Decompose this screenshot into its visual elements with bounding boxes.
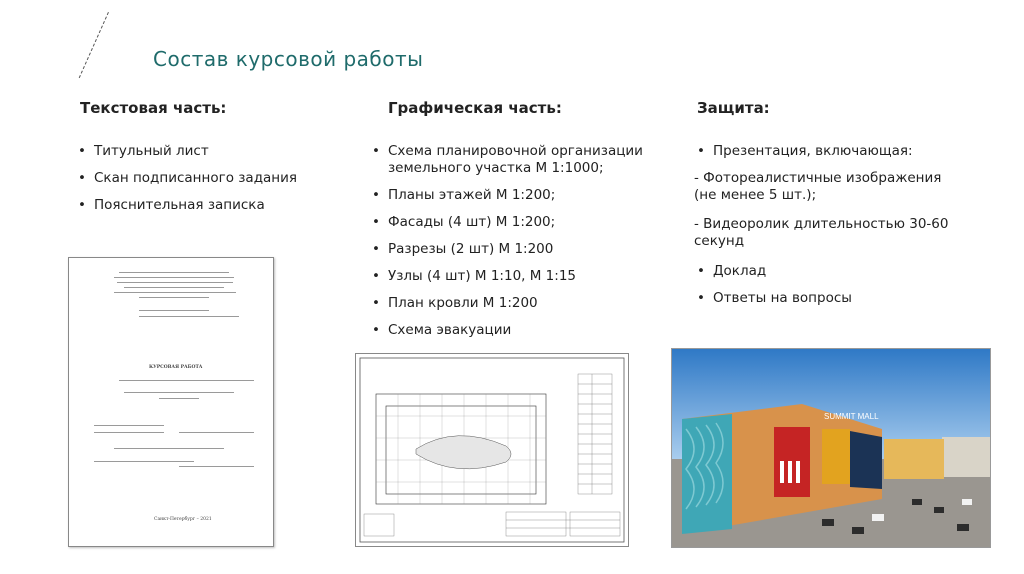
- floor-plan-thumbnail: [355, 353, 629, 547]
- mall-render-thumbnail: [671, 348, 991, 548]
- doc-heading: КУРСОВАЯ РАБОТА: [149, 365, 203, 370]
- graphic-part-list: [370, 143, 660, 349]
- list-item: • Разрезы (2 шт) М 1:200: [370, 241, 660, 258]
- list-item: • Презентация, включающая:: [695, 143, 965, 160]
- list-item: • Схема планировочной организации земельного участка М 1:1000;: [370, 143, 660, 177]
- defense-sub-video: - Видеоролик длительностью 30-60 секунд: [694, 216, 949, 249]
- list-item: • Доклад: [695, 263, 965, 280]
- mall-render-image: [672, 349, 990, 547]
- title-page-thumbnail: [68, 257, 274, 547]
- render-sign: SUMMIT MALL: [824, 412, 879, 421]
- list-item: • Схема эвакуации: [370, 322, 660, 339]
- floor-plan-drawing: [356, 354, 628, 546]
- list-item: • Титульный лист: [76, 143, 346, 160]
- doc-city: Санкт-Петербург – 2021: [154, 517, 212, 522]
- defense-heading: Защита:: [697, 99, 770, 117]
- list-item: • Планы этажей М 1:200;: [370, 187, 660, 204]
- list-item: • Скан подписанного задания: [76, 170, 346, 187]
- decorative-dashed-line: [79, 12, 110, 79]
- defense-list-top: [695, 143, 965, 170]
- defense-sub-photos: - Фотореалистичные изображения (не менее 5 шт.);: [694, 170, 942, 203]
- graphic-part-heading: Графическая часть:: [388, 99, 562, 117]
- list-item: • Пояснительная записка: [76, 197, 346, 214]
- list-item: • Ответы на вопросы: [695, 290, 965, 307]
- text-part-heading: Текстовая часть:: [80, 99, 227, 117]
- list-item: • План кровли М 1:200: [370, 295, 660, 312]
- list-item: • Фасады (4 шт) М 1:200;: [370, 214, 660, 231]
- defense-list-bottom: [695, 263, 965, 317]
- text-part-list: [76, 143, 346, 224]
- slide-title: Состав курсовой работы: [153, 47, 424, 71]
- list-item: • Узлы (4 шт) М 1:10, М 1:15: [370, 268, 660, 285]
